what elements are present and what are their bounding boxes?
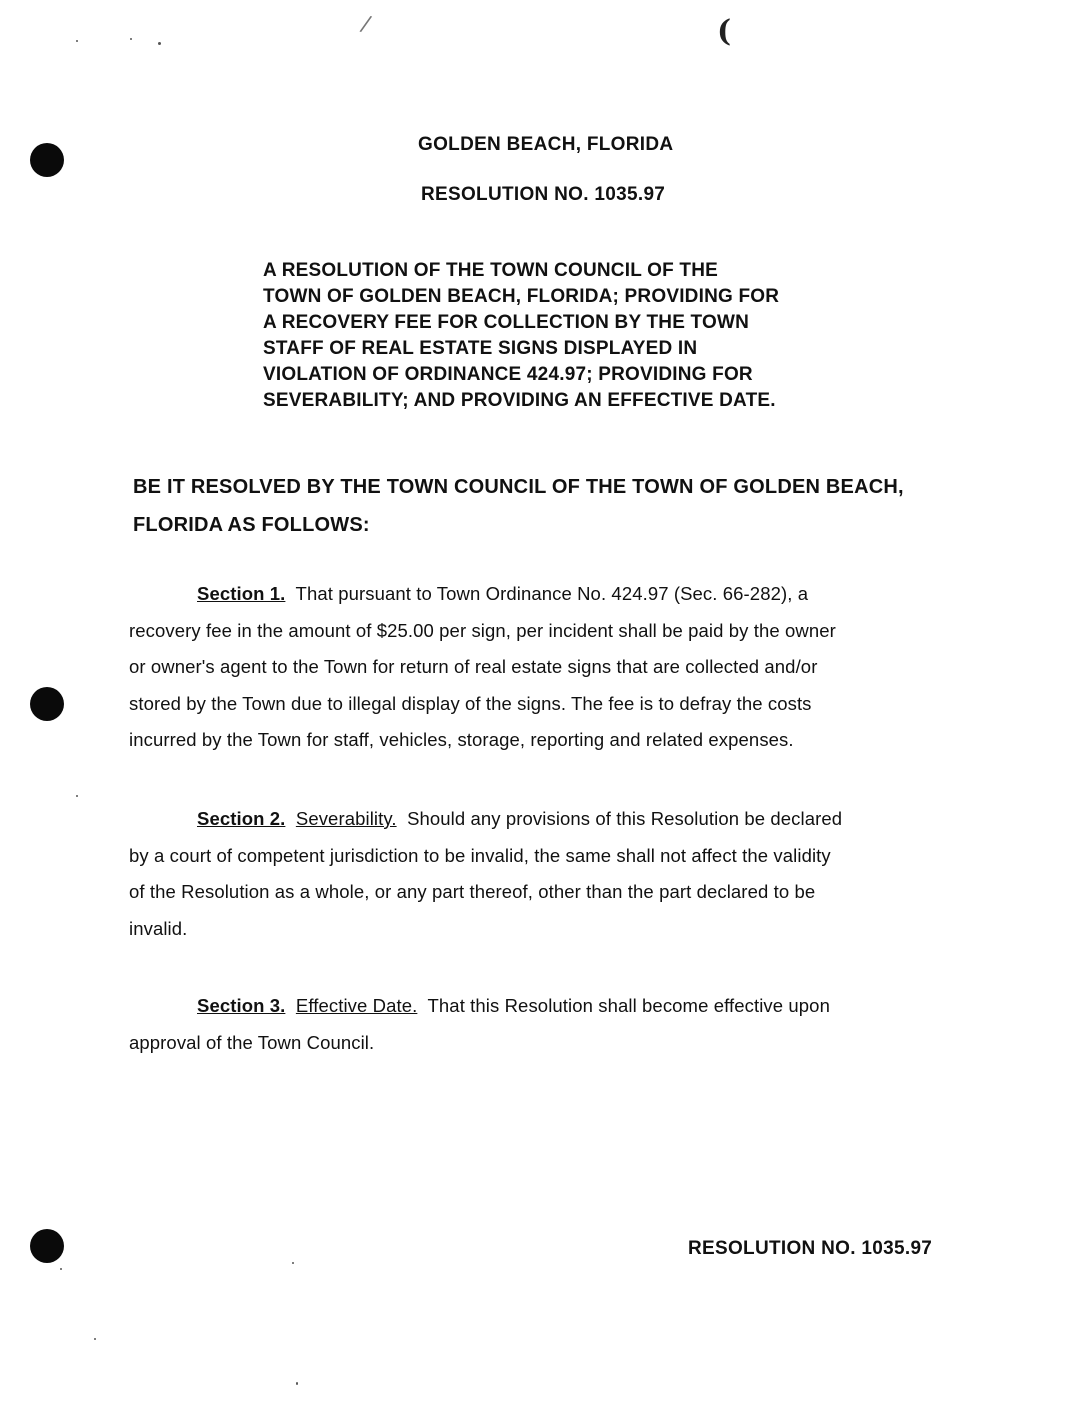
resolution-title: [263, 258, 863, 414]
scan-speck: [94, 1338, 96, 1340]
section-1-line: recovery fee in the amount of $25.00 per sign, per incident shall be paid by the owner: [129, 619, 836, 641]
scan-speck: [296, 1382, 298, 1385]
section-3-subtitle: Effective Date.: [295, 995, 418, 1016]
scan-speck: [292, 1262, 294, 1264]
scan-speck: [158, 42, 161, 45]
section-3-line: approval of the Town Council.: [129, 1031, 375, 1053]
document-place-heading: GOLDEN BEACH, FLORIDA: [418, 134, 674, 155]
title-line: A RECOVERY FEE FOR COLLECTION BY THE TOWN: [263, 312, 750, 333]
section-2-first-line: [129, 801, 989, 838]
section-3-text: That this Resolution shall become effective upon: [427, 995, 830, 1016]
punch-hole-bottom: [30, 1229, 64, 1263]
section-1-line: incurred by the Town for staff, vehicles, storage, reporting and related expenses.: [129, 729, 794, 750]
section-2-line: by a court of competent jurisdiction to be invalid, the same shall not affect the validity: [129, 844, 831, 866]
footer-resolution-number: RESOLUTION NO. 1035.97: [688, 1238, 933, 1259]
resolution-number-heading: RESOLUTION NO. 1035.97: [421, 184, 666, 205]
section-3-label: Section 3.: [197, 995, 286, 1016]
section-2-label: Section 2.: [197, 808, 286, 829]
scan-speck: [76, 795, 78, 797]
scan-mark-left: /: [358, 11, 374, 38]
scan-mark-right: (: [717, 14, 732, 49]
resolved-line: FLORIDA AS FOLLOWS:: [133, 514, 370, 536]
section-1-first-line: [129, 576, 989, 613]
resolved-clause: [133, 468, 983, 544]
section-3-first-line: [129, 988, 989, 1025]
scan-speck: [60, 1268, 62, 1270]
section-1: [129, 576, 989, 759]
section-1-line: or owner's agent to the Town for return of real estate signs that are collected and/or: [129, 656, 818, 677]
section-2-text: Should any provisions of this Resolution be declared: [407, 808, 843, 829]
section-3: [129, 988, 989, 1061]
title-line: TOWN OF GOLDEN BEACH, FLORIDA; PROVIDING FOR: [263, 286, 780, 307]
title-line: VIOLATION OF ORDINANCE 424.97; PROVIDING FOR: [263, 364, 753, 385]
scan-speck: [130, 38, 132, 40]
section-2-line: invalid.: [129, 917, 188, 939]
resolved-line: BE IT RESOLVED BY THE TOWN COUNCIL OF THE TOWN OF GOLDEN BEACH,: [133, 476, 904, 498]
title-line: A RESOLUTION OF THE TOWN COUNCIL OF THE: [263, 260, 718, 281]
section-2-subtitle: Severability.: [295, 808, 397, 829]
punch-hole-top: [30, 143, 64, 177]
section-1-line: stored by the Town due to illegal display of the signs. The fee is to defray the costs: [129, 692, 812, 714]
section-2: [129, 801, 989, 947]
punch-hole-middle: [30, 687, 64, 721]
scan-speck: [76, 40, 78, 42]
title-line: SEVERABILITY; AND PROVIDING AN EFFECTIVE DATE.: [263, 390, 776, 411]
title-line: STAFF OF REAL ESTATE SIGNS DISPLAYED IN: [263, 338, 698, 359]
section-2-line: of the Resolution as a whole, or any part thereof, other than the part declared to be: [129, 881, 816, 902]
section-1-text: That pursuant to Town Ordinance No. 424.97 (Sec. 66-282), a: [295, 583, 809, 604]
section-1-label: Section 1.: [197, 583, 286, 604]
